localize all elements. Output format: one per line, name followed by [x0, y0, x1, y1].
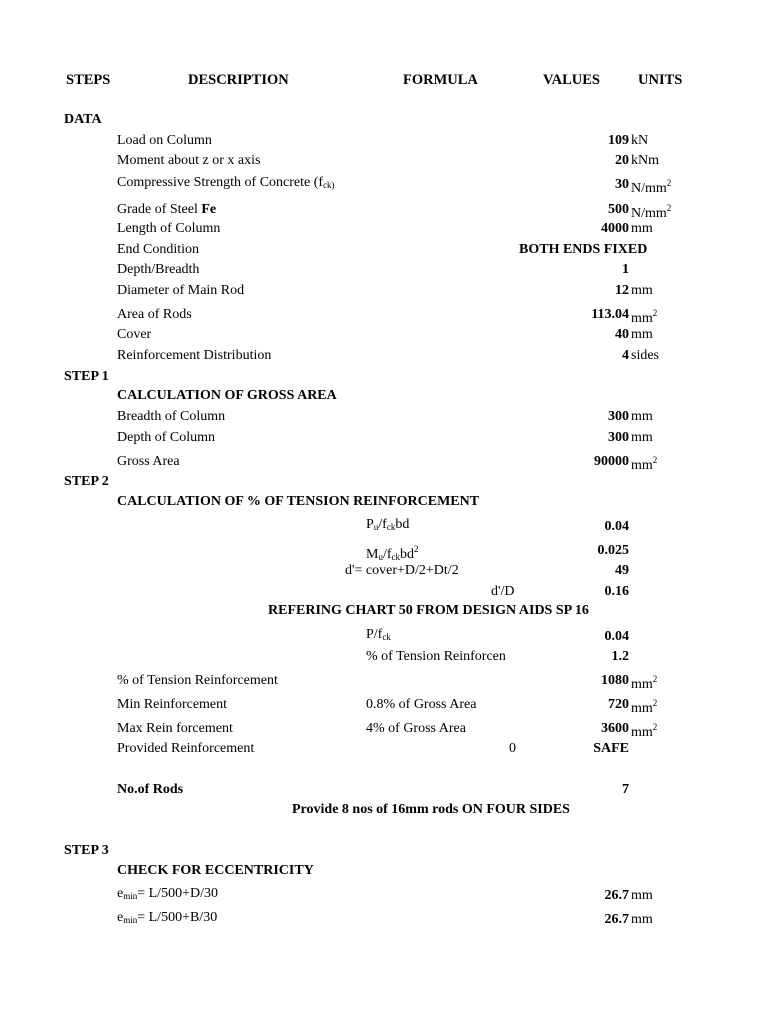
moment-unit: kNm — [631, 153, 659, 168]
header-steps: STEPS — [66, 72, 111, 88]
end-condition-label: End Condition — [117, 242, 200, 257]
moment-label: Moment about z or x axis — [117, 153, 261, 168]
end-condition-value: BOTH ENDS FIXED — [519, 242, 648, 257]
pct-tension-value: 1080 — [601, 673, 629, 688]
rod-area-label: Area of Rods — [117, 307, 192, 322]
provided-reinforcement-formula: 0 — [509, 741, 516, 756]
min-reinforcement-formula: 0.8% of Gross Area — [366, 697, 477, 712]
depth-value: 300 — [608, 430, 629, 445]
breadth-label: Breadth of Column — [117, 409, 226, 424]
depth-breadth-label: Depth/Breadth — [117, 262, 200, 277]
length-label: Length of Column — [117, 221, 221, 236]
distribution-value: 4 — [622, 348, 629, 363]
max-reinforcement-formula: 4% of Gross Area — [366, 721, 466, 736]
max-reinforcement-label: Max Rein forcement — [117, 721, 233, 736]
gross-area-unit: $mm^2$ — [631, 455, 658, 473]
step2-title: STEP 2 — [64, 474, 109, 489]
step3-heading: CHECK FOR ECCENTRICITY — [117, 863, 314, 878]
formula-p-fck: $P/f_{ck}$ — [366, 627, 391, 642]
min-reinforcement-label: Min Reinforcement — [117, 697, 228, 712]
formula-pct-tension-value: 1.2 — [611, 649, 629, 664]
steel-grade-label: Grade of Steel Fe — [117, 202, 217, 217]
steel-grade-unit: $N/mm^2$ — [631, 203, 672, 221]
formula-d-prime-over-d-value: 0.16 — [604, 584, 629, 599]
emin-b-formula: $e_{min}= L/500+B/30$ — [117, 910, 218, 925]
length-value: 4000 — [601, 221, 629, 236]
header-description: DESCRIPTION — [188, 72, 289, 88]
breadth-value: 300 — [608, 409, 629, 424]
header-formula: FORMULA — [403, 72, 478, 88]
min-reinforcement-unit: $mm^2$ — [631, 698, 658, 716]
moment-value: 20 — [615, 153, 629, 168]
pct-tension-unit: $mm^2$ — [631, 674, 658, 692]
provide-note: Provide 8 nos of 16mm rods ON FOUR SIDES — [292, 802, 570, 817]
no-of-rods-value: 7 — [622, 782, 629, 797]
min-reinforcement-value: 720 — [608, 697, 629, 712]
step1-heading: CALCULATION OF GROSS AREA — [117, 388, 337, 403]
header-units: UNITS — [638, 72, 683, 88]
rod-diameter-unit: mm — [631, 283, 653, 298]
step1-title: STEP 1 — [64, 369, 109, 384]
formula-d-prime-value: 49 — [615, 563, 629, 578]
provided-reinforcement-status: SAFE — [593, 741, 629, 756]
data-section-title: DATA — [64, 112, 102, 127]
depth-label: Depth of Column — [117, 430, 215, 445]
cover-value: 40 — [615, 327, 629, 342]
formula-pct-tension: % of Tension Reinforcen — [366, 649, 506, 664]
distribution-unit: sides — [631, 348, 659, 363]
formula-d-prime-over-d: d'/D — [491, 584, 515, 599]
steel-grade-value: 500 — [608, 202, 629, 217]
max-reinforcement-value: 3600 — [601, 721, 629, 736]
load-unit: kN — [631, 133, 649, 148]
formula-mu-fck-bd2-value: 0.025 — [597, 543, 629, 558]
formula-mu-fck-bd2: $M_u/f_{ck}bd^2$ — [366, 544, 419, 562]
emin-d-value: 26.7 — [604, 888, 629, 903]
rod-area-unit: $mm^2$ — [631, 308, 658, 326]
emin-d-formula: $e_{min}= L/500+D/30$ — [117, 886, 218, 901]
emin-d-unit: mm — [631, 888, 653, 903]
rod-diameter-value: 12 — [615, 283, 629, 298]
max-reinforcement-unit: $mm^2$ — [631, 722, 658, 740]
depth-unit: mm — [631, 430, 653, 445]
distribution-label: Reinforcement Distribution — [117, 348, 272, 363]
rod-area-value: 113.04 — [591, 307, 629, 322]
formula-d-prime: d'= cover+D/2+Dt/2 — [345, 563, 459, 578]
formula-pu-fck-bd: $P_u/f_{ck}bd$ — [366, 517, 410, 532]
gross-area-label: Gross Area — [117, 454, 180, 469]
depth-breadth-value: 1 — [622, 262, 629, 277]
breadth-unit: mm — [631, 409, 653, 424]
provided-reinforcement-label: Provided Reinforcement — [117, 741, 255, 756]
pct-tension-label: % of Tension Reinforcement — [117, 673, 278, 688]
fck-unit: $N/mm^2$ — [631, 178, 672, 196]
step3-title: STEP 3 — [64, 843, 109, 858]
no-of-rods-label: No.of Rods — [117, 782, 184, 797]
formula-p-fck-value: 0.04 — [604, 629, 629, 644]
fck-label: Compressive Strength of Concrete ($f_{ck)}$ — [117, 175, 335, 190]
load-value: 109 — [608, 133, 629, 148]
fck-value: 30 — [615, 177, 629, 192]
header-values: VALUES — [543, 72, 600, 88]
cover-unit: mm — [631, 327, 653, 342]
cover-label: Cover — [117, 327, 152, 342]
length-unit: mm — [631, 221, 653, 236]
load-label: Load on Column — [117, 133, 212, 148]
step2-heading: CALCULATION OF % OF TENSION REINFORCEMENT — [117, 494, 480, 509]
formula-pu-fck-bd-value: 0.04 — [604, 519, 629, 534]
emin-b-unit: mm — [631, 912, 653, 927]
emin-b-value: 26.7 — [604, 912, 629, 927]
chart-reference: REFERING CHART 50 FROM DESIGN AIDS SP 16 — [268, 603, 589, 618]
rod-diameter-label: Diameter of Main Rod — [117, 283, 245, 298]
gross-area-value: 90000 — [594, 454, 629, 469]
